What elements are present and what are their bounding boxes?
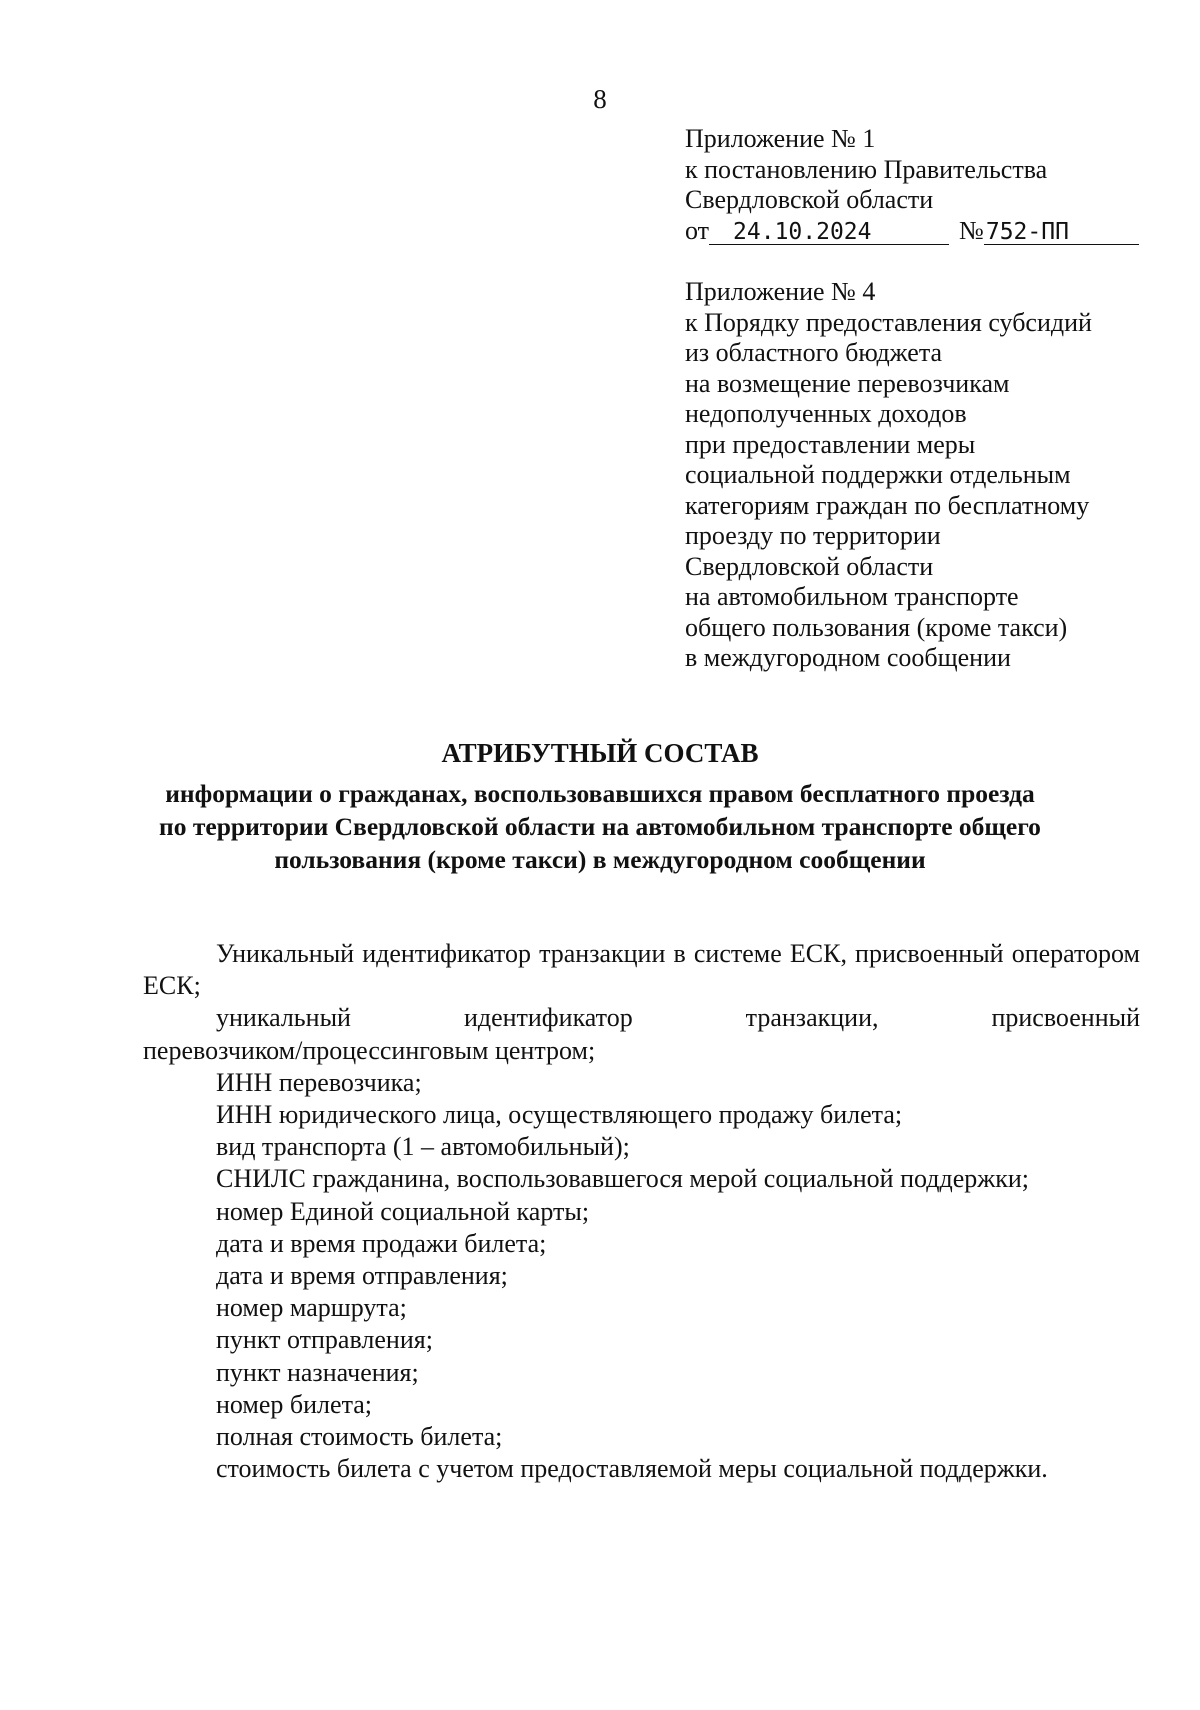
- appendix-4-line: из областного бюджета: [685, 338, 943, 367]
- paragraph-transaction-id-carrier-line-1: уникальный идентификатор транзакции, присвоенный: [216, 1003, 1140, 1033]
- appendix-4-line: социальной поддержки отдельным: [685, 460, 1071, 489]
- list-item: СНИЛС гражданина, воспользовавшегося мерой социальной поддержки;: [216, 1164, 1029, 1194]
- list-item: номер маршрута;: [216, 1293, 407, 1323]
- appendix-1-title: Приложение № 1: [685, 124, 876, 153]
- list-item: полная стоимость билета;: [216, 1422, 503, 1452]
- appendix-4-line: к Порядку предоставления субсидий: [685, 307, 1092, 337]
- number-value: 752-ПП: [985, 218, 1069, 245]
- list-item: дата и время продажи билета;: [216, 1228, 547, 1258]
- list-item: ИНН перевозчика;: [216, 1067, 422, 1097]
- subtitle-line: по территории Свердловской области на автомобильном транспорте общего: [159, 812, 1041, 841]
- appendix-4-line: недополученных доходов: [685, 399, 967, 428]
- appendix-4-line: на возмещение перевозчикам: [685, 368, 1010, 398]
- paragraph-transaction-id-carrier-line-2: перевозчиком/процессинговым центром;: [143, 1035, 596, 1065]
- date-field: [709, 219, 949, 245]
- appendix-4-line: Приложение № 4: [685, 277, 876, 306]
- appendix-4-line: при предоставлении меры: [685, 429, 976, 459]
- paragraph-transaction-id-esk: Уникальный идентификатор транзакции в системе ЕСК, присвоенный оператором ЕСК;: [143, 939, 1140, 1001]
- date-prefix: от: [685, 215, 710, 245]
- number-sign: №: [959, 215, 984, 245]
- list-item: стоимость билета с учетом предоставляемой меры социальной поддержки.: [216, 1454, 1048, 1484]
- page-number: 8: [593, 84, 607, 114]
- appendix-1-line-3: Свердловской области: [685, 185, 934, 214]
- appendix-1-line-2: к постановлению Правительства: [685, 154, 1048, 184]
- document-subtitle: [100, 777, 1100, 876]
- appendix-4-line: в междугородном сообщении: [685, 643, 1011, 672]
- appendix-1-date-line: [685, 216, 1139, 247]
- list-item: вид транспорта (1 – автомобильный);: [216, 1132, 630, 1162]
- document-title: АТРИБУТНЫЙ СОСТАВ: [441, 738, 759, 768]
- subtitle-line: пользования (кроме такси) в междугородном сообщении: [274, 845, 926, 874]
- list-item: пункт назначения;: [216, 1357, 419, 1387]
- appendix-4-line: Свердловской области: [685, 551, 934, 581]
- list-item: пункт отправления;: [216, 1325, 433, 1355]
- subtitle-line: информации о гражданах, воспользовавшихся правом бесплатного проезда: [165, 779, 1035, 808]
- appendix-4-line: проезду по территории: [685, 521, 941, 550]
- date-value: 24.10.2024: [733, 218, 872, 245]
- number-field: [984, 219, 1139, 245]
- list-item: дата и время отправления;: [216, 1261, 508, 1291]
- appendix-4-line: категориям граждан по бесплатному: [685, 490, 1090, 520]
- appendix-4-block: [685, 277, 1092, 674]
- list-item: номер билета;: [216, 1389, 373, 1419]
- list-item: ИНН юридического лица, осуществляющего продажу билета;: [216, 1100, 903, 1130]
- appendix-4-line: на автомобильном транспорте: [685, 582, 1019, 611]
- appendix-4-line: общего пользования (кроме такси): [685, 612, 1068, 642]
- list-item: номер Единой социальной карты;: [216, 1196, 590, 1226]
- appendix-1-block: [685, 124, 1139, 246]
- attribute-list: [143, 938, 1140, 1485]
